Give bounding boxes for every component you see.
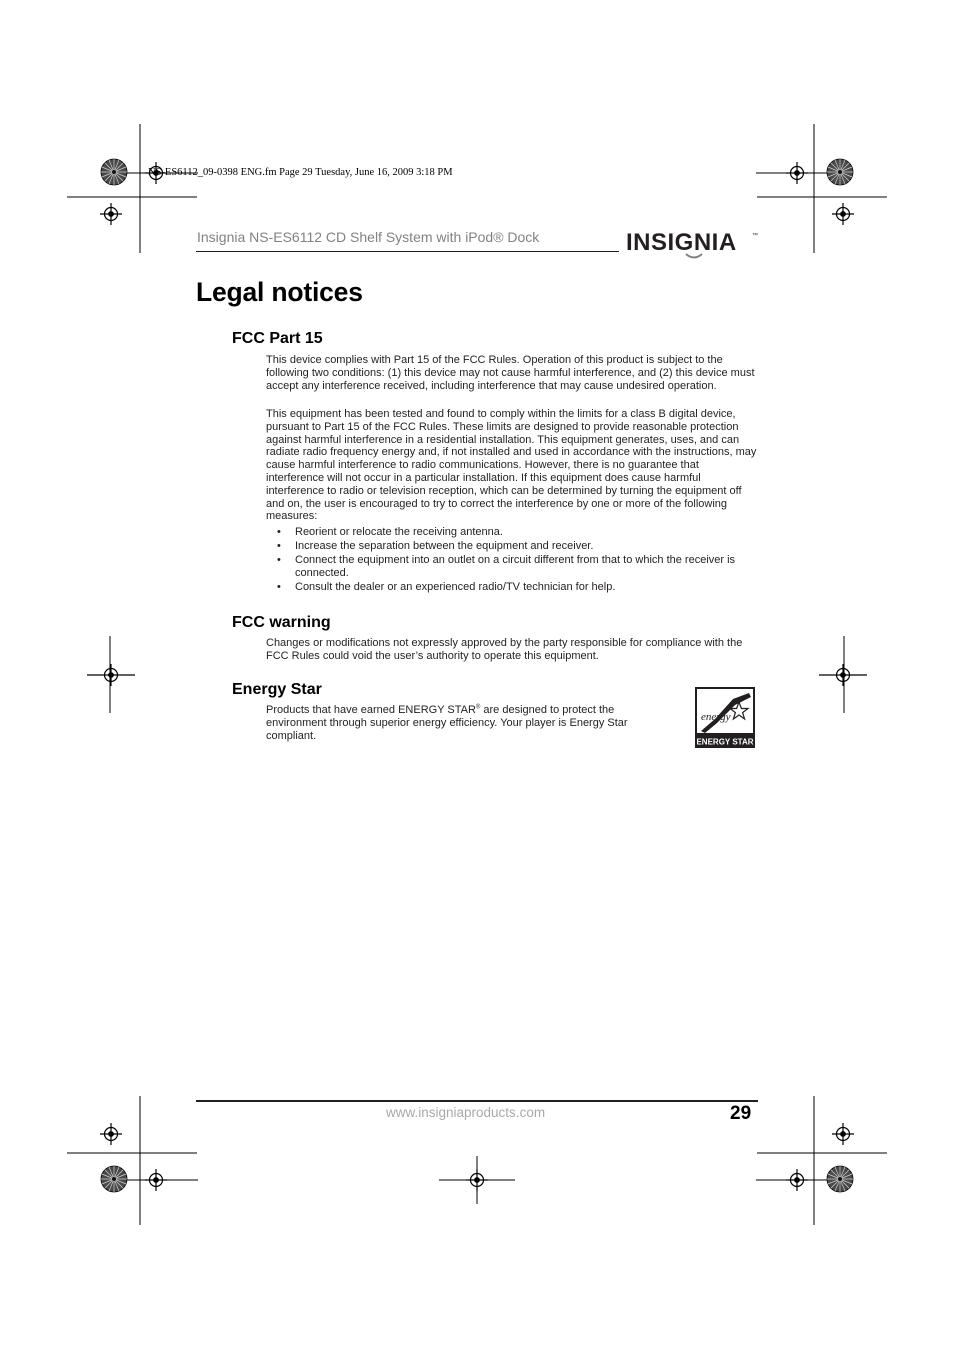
list-item-text: Reorient or relocate the receiving antenna.: [295, 526, 503, 538]
page-number: 29: [730, 1103, 752, 1124]
bullet-icon: •: [277, 580, 281, 593]
crosshair-icon: [832, 1123, 854, 1145]
star-target-icon: [827, 1166, 853, 1192]
interference-measures-list: [266, 526, 758, 595]
crosshair-icon: [87, 664, 135, 686]
footer-rule: [196, 1100, 758, 1102]
logo-wordmark: INSIGNIA: [626, 229, 737, 256]
crosshair-icon: [100, 203, 122, 225]
file-slug: NS-ES6112_09-0398 ENG.fm Page 29 Tuesday, June 16, 2009 3:18 PM: [148, 167, 453, 178]
crosshair-icon: [100, 1123, 122, 1145]
registered-mark: ®: [475, 704, 481, 711]
crosshair-icon: [786, 162, 808, 184]
bullet-icon: •: [277, 553, 281, 566]
header-rule: [196, 251, 619, 252]
energy-star-logo: [695, 687, 755, 748]
list-item-text: Consult the dealer or an experienced radio/TV technician for help.: [295, 580, 616, 593]
list-item: [266, 526, 758, 539]
energy-text-end: are designed to protect the environment through superior energy efficiency. Your player is Energy Star compliant.: [266, 704, 628, 742]
page-title: Legal notices: [196, 277, 363, 307]
heading-energy-star: Energy Star: [232, 681, 322, 698]
star-target-icon: [101, 1166, 127, 1192]
list-item-text: Connect the equipment into an outlet on a circuit different from that to which the receiver is connected.: [295, 553, 736, 579]
energy-script: energy: [701, 711, 731, 723]
list-item: [266, 581, 758, 594]
list-item-text: Increase the separation between the equipment and receiver.: [295, 539, 594, 552]
fcc15-paragraph-2: This equipment has been tested and found to comply within the limits for a class B digital device, pursuant to Part 15 of the FCC Rules. These limits are designed to provide reasonable protection against harmful interference in a residential installation. This equipment generates, uses, and can radiate radio frequency energy and, if not installed and used in accordance with the instructions, may cause harmful interference to radio communications. However, there is no guarantee that interference will not occur in a particular installation. If this equipment does cause harmful interference to radio or television reception, which can be determined by turning the equipment off and on, the user is encouraged to try to correct the interference by one or more of the following measures:: [266, 408, 757, 523]
fcc-warning-paragraph: Changes or modifications not expressly approved by the party responsible for compliance with the FCC Rules could void the user’s authority to operate this equipment.: [266, 637, 743, 662]
footer-url: www.insigniaproducts.com: [386, 1105, 546, 1120]
bullet-icon: •: [277, 539, 281, 552]
crop-lines: [67, 124, 887, 1225]
energy-text-start: Products that have earned ENERGY STAR: [266, 704, 476, 716]
crosshair-icon: [819, 664, 867, 686]
insignia-logo: [624, 223, 760, 263]
star-target-icon: [827, 159, 853, 185]
heading-fcc-warning: FCC warning: [232, 614, 331, 631]
logo-trademark: ™: [752, 233, 758, 239]
crosshair-icon: [145, 1169, 167, 1191]
list-item: [266, 554, 758, 580]
list-item: [266, 540, 758, 553]
bullet-icon: •: [277, 526, 281, 538]
running-header-title: Insignia NS-ES6112 CD Shelf System with iPod® Dock: [197, 229, 540, 245]
crosshair-icon: [832, 203, 854, 225]
fcc15-paragraph-1: This device complies with Part 15 of the FCC Rules. Operation of this product is subject to the following two conditions: (1) this device may not cause harmful interference, and (2) this device must accept any interference received, including interference that may cause undesired operation.: [266, 354, 755, 392]
crosshair-icon: [786, 1169, 808, 1191]
energy-star-label: ENERGY STAR: [696, 737, 754, 747]
energy-star-paragraph: [266, 704, 676, 742]
crosshair-icon: [466, 1169, 488, 1191]
crosshair-target-icons: [87, 162, 867, 1191]
heading-fcc-part-15: FCC Part 15: [232, 330, 323, 347]
star-target-icon: [101, 159, 127, 185]
